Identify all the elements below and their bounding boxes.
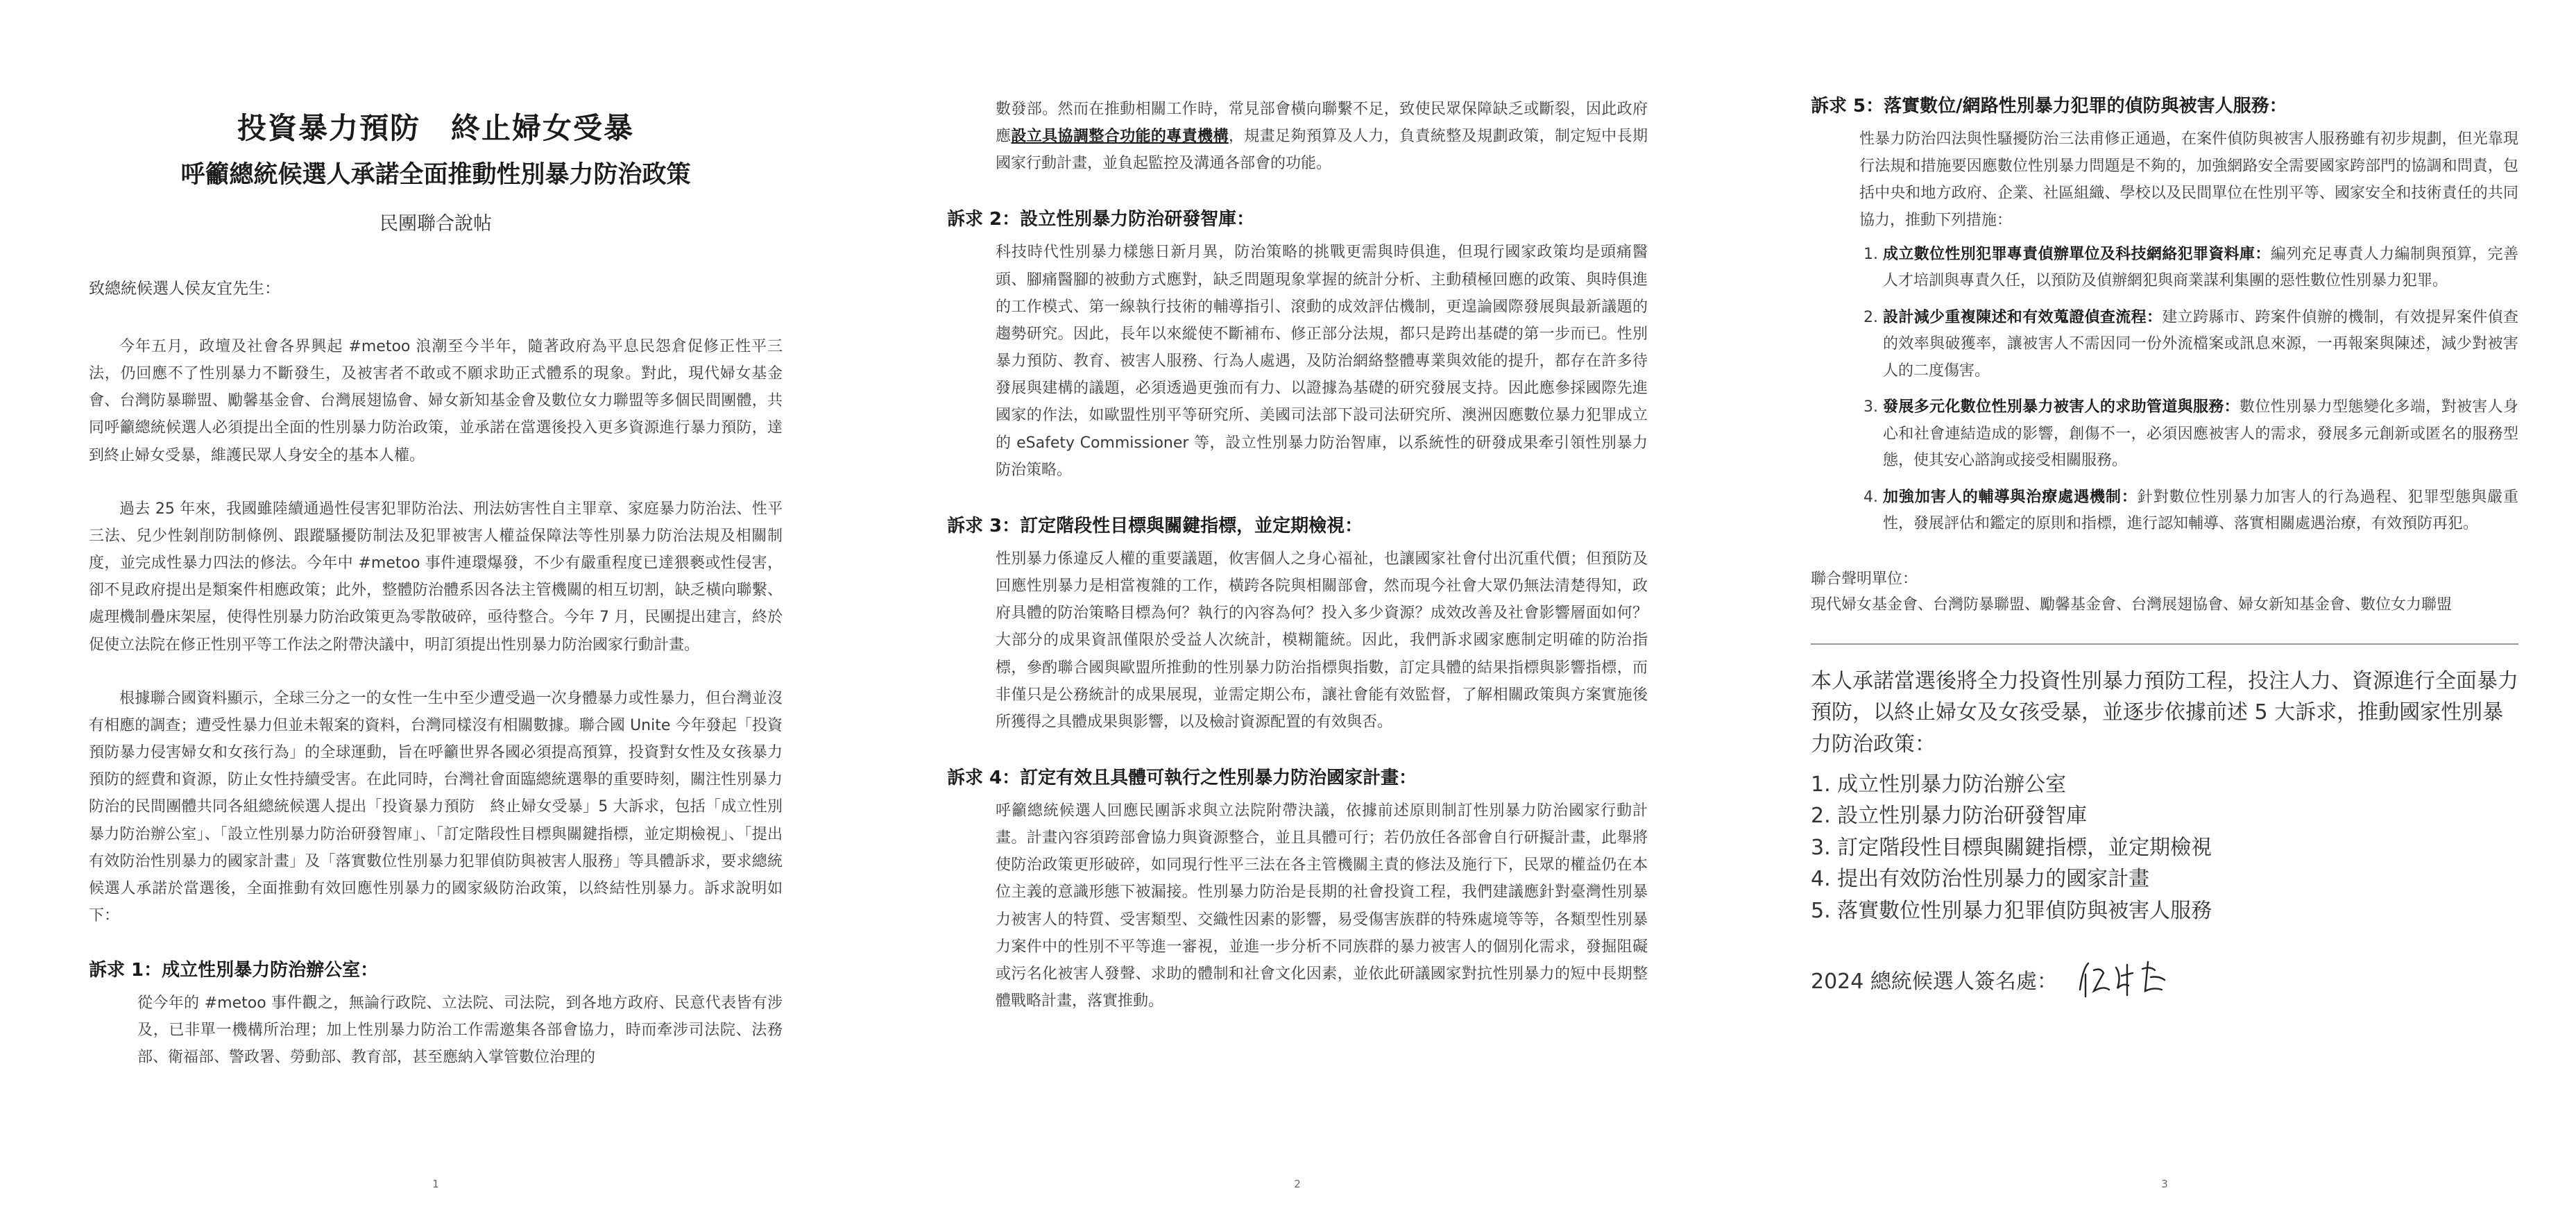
pledge-item: 5. 落實數位性別暴力犯罪偵防與被害人服務 [1811,898,2212,923]
demand-5-body: 性暴力防治四法與性騷擾防治三法甫修正通過，在案件偵防與被害人服務雖有初步規劃，但光靠現行法規和措施要因應數位性別暴力問題是不夠的，加強網路安全需要國家跨部門的協調和問責，包括中央和地方政府、企業、社區組織、學校以及民間單位在性別平等、國家安全和技術責任的共同協力，推動下列措施： [1859,130,2518,230]
measure-body: 建立跨縣市、跨案件偵辦的機制，有效提昇案件偵查的效率與破獲率，讓被害人不需因同一份外流檔案或訊息來源，一再報案與陳述，減少對被害人的二度傷害。 [1883,308,2518,380]
intro-paragraph-1: 今年五月，政壇及社會各界興起 #metoo 浪潮至今半年，隨著政府為平息民怨倉促修正性平三法，仍回應不了性別暴力不斷發生，及被害者不敢或不願求助正式體系的現象。對此，現代婦女基金會、台灣防暴聯盟、勵馨基金會、台灣展翅協會、婦女新知基金會及數位女力聯盟等多個民間團體，共同呼籲總統候選人必須提出全面的性別暴力防治政策，並承諾在當選後投入更多資源進行暴力預防，達到終止婦女受暴，維護民眾人身安全的基本人權。 [89,338,783,464]
demand-4-heading: 訴求 4：訂定有效且具體可執行之性別暴力防治國家計畫： [947,767,1417,788]
page-number: 3 [2161,1178,2168,1190]
page-number: 2 [1294,1178,1301,1190]
intro-paragraph-3: 根據聯合國資料顯示，全球三分之一的女性一生中至少遭受過一次身體暴力或性暴力，但台灣並沒有相應的調查；遭受性暴力但並未報案的資料，台灣同樣沒有相關數據。聯合國 Unite 今年發起「投資預防暴力侵害婦女和女孩行為」的全球運動，旨在呼籲世界各國必須提高預算，投資對女性及女孩暴力預防的經費和資源，防止女性持續受害。在此同時，台灣社會面臨總統選舉的重要時刻，關注性別暴力防治的民間團體共同各組總統候選人提出「投資暴力預防 終止婦女受暴」5 大訴求，包括「成立性別暴力防治辦公室」、「設立性別暴力防治研發智庫」、「訂定階段性目標與關鍵指標，並定期檢視」、「提出有效防治性別暴力的國家計畫」及「落實數位性別暴力犯罪偵防與被害人服務」等具體訴求，要求總統候選人承諾於當選後，全面推動有效回應性別暴力的國家級防治政策，以終結性別暴力。訴求說明如下： [89,689,783,924]
measure-body: 針對數位性別暴力加害人的行為過程、犯罪型態與嚴重性，發展評估和鑑定的原則和指標，進行認知輔導、落實相關處遇治療，有效預防再犯。 [1883,488,2518,533]
document-page-3 [1811,76,2518,1190]
measure-body: 編列充足專責人力編制與預算，完善人才培訓與專責久任，以預防及偵辦網犯與商業謀利集團的惡性數位性別暴力犯罪。 [1883,245,2518,290]
document-subtitle: 呼籲總統候選人承諾全面推動性別暴力防治政策 [180,161,691,189]
pledge-item: 2. 設立性別暴力防治研發智庫 [1811,804,2088,829]
document-title: 投資暴力預防 終止婦女受暴 [237,111,634,145]
demand-3-body: 性別暴力係違反人權的重要議題，攸害個人之身心福祉，也讓國家社會付出沉重代價；但預防及回應性別暴力是相當複雜的工作，橫跨各院與相關部會，然而現今社會大眾仍無法清楚得知，政府具體的防治策略目標為何？執行的內容為何？投入多少資源？成效改善及社會影響層面如何？大部分的成果資訊僅限於受益人次統計，模糊籠統。因此，我們訴求國家應制定明確的防治指標，參酌聯合國與歐盟所推動的性別暴力防治指標與指數，訂定具體的結果指標與影響指標，而非僅只是公務統計的成果展現，並需定期公布，讓社會能有效監督，了解相關政策與方案實施後所獲得之具體成果與影響，以及檢討資源配置的有效與否。 [996,550,1648,731]
demand-5-heading: 訴求 5：落實數位/網路性別暴力犯罪的偵防與被害人服務： [1811,96,2287,117]
measure-item [1883,484,2518,538]
demand-4-body: 呼籲總統候選人回應民團訴求與立法院附帶決議，依據前述原則制訂性別暴力防治國家行動計畫。計畫內容須跨部會協力與資源整合，並且具體可行；若仍放任各部會自行研擬計畫，此舉將使防治政策更形破碎，如同現行性平三法在各主管機關主責的修法及施行下，民眾的權益仍在本位主義的意識形態下被漏接。性別暴力防治是長期的社會投資工程，我們建議應針對臺灣性別暴力被害人的特質、受害類型、交織性因素的影響，易受傷害族群的特殊處境等等，各類型性別暴力案件中的性別不平等進一審視，並進一步分析不同族群的暴力被害人的個別化需求，發掘阻礙或污名化被害人發聲、求助的體制和社會文化因素，並依此研議國家對抗性別暴力的短中長期整體戰略計畫，落實推動。 [996,802,1648,1010]
signature-label: 2024 總統候選人簽名處： [1811,969,2058,994]
pledge-item: 1. 成立性別暴力防治辦公室 [1811,772,2067,797]
demand-5-measures [1859,242,2518,538]
document-org: 民團聯合說帖 [379,213,492,235]
measure-heading: 成立數位性別犯罪專責偵辦單位及科技網絡犯罪資料庫： [1883,245,2271,263]
pledge-item: 4. 提出有效防治性別暴力的國家計畫 [1811,867,2150,892]
document-page-2 [947,76,1648,1190]
demand-1-continued [996,96,1648,177]
measure-heading: 發展多元化數位性別暴力被害人的求助管道與服務： [1883,398,2240,416]
handwritten-signature [2073,955,2177,1004]
cosign-organizations: 現代婦女基金會、台灣防暴聯盟、勵馨基金會、台灣展翅協會、婦女新知基金會、數位女力聯盟 [1811,595,2453,614]
salutation: 致總統候選人侯友宜先生： [89,280,280,298]
measure-item [1883,305,2518,385]
cosign-label: 聯合聲明單位： [1811,570,1918,588]
pledge-item: 3. 訂定階段性目標與關鍵指標，並定期檢視 [1811,835,2212,860]
demand-2-heading: 訴求 2：設立性別暴力防治研發智庫： [947,209,1255,230]
measure-heading: 設計減少重複陳述和有效蒐證偵查流程： [1883,308,2163,326]
signature-row [1811,955,2518,1004]
demand-1-continued-tail: ，規畫足夠預算及人力，負責統整及規劃政策，制定短中長期國家行動計畫，並負起監控及溝通各部會的功能。 [996,128,1648,173]
section-divider [1811,643,2518,645]
demand-3-heading: 訴求 3：訂定階段性目標與關鍵指標，並定期檢視： [947,515,1363,536]
measure-heading: 加強加害人的輔導與治療處遇機制： [1883,488,2138,506]
demand-1-continued-text: 數發部。然而在推動相關工作時，常見部會橫向聯繫不足，致使民眾保障缺乏或斷裂，因此政府應 [996,101,1648,146]
demand-1-heading: 訴求 1：成立性別暴力防治辦公室： [89,960,379,981]
measure-item [1883,242,2518,295]
pledge-list [1811,769,2518,927]
demand-1-body: 從今年的 #metoo 事件觀之，無論行政院、立法院、司法院，到各地方政府、民意代表皆有涉及，已非單一機構所治理；加上性別暴力防治工作需邀集各部會協力，時而牽涉司法院、法務部、衛福部、警政署、勞動部、教育部，甚至應納入掌管數位治理的 [137,995,783,1067]
intro-paragraph-2: 過去 25 年來，我國雖陸續通過性侵害犯罪防治法、刑法妨害性自主罪章、家庭暴力防治法、性平三法、兒少性剝削防制條例、跟蹤騷擾防制法及犯罪被害人權益保障法等性別暴力防治法規及相關制度，並完成性暴力四法的修法。今年中 #metoo 事件連環爆發，不少有嚴重程度已達猥褻或性侵害，卻不見政府提出是類案件相應政策；此外，整體防治體系因各法主管機關的相互切割，缺乏橫向聯繫、處理機制疊床架屋，使得性別暴力防治政策更為零散破碎，亟待整合。今年 7 月，民團提出建言，終於促使立法院在修正性別平等工作法之附帶決議中，明訂須提出性別暴力防治國家行動計畫。 [89,500,783,654]
document-page-1 [89,76,783,1190]
demand-2-body: 科技時代性別暴力樣態日新月異，防治策略的挑戰更需與時俱進，但現行國家政策均是頭痛醫頭、腳痛醫腳的被動方式應對，缺乏問題現象掌握的統計分析、主動積極回應的政策、與時俱進的工作模式、第一線執行技術的輔導指引、滾動的成效評估機制，更遑論國際發展與最新議題的趨勢研究。因此，長年以來縱使不斷補布、修正部分法規，都只是跨出基礎的第一步而已。性別暴力預防、教育、被害人服務、行為人處遇，及防治網絡整體專業與效能的提升，都存在許多待發展與建構的議題，必須透過更強而有力、以證據為基礎的研究發展支持。因此應參採國際先進國家的作法，如歐盟性別平等研究所、美國司法部下設司法研究所、澳洲因應數位暴力犯罪成立的 eSafety Commissioner 等，設立性別暴力防治智庫，以系統性的研發成果牽引領性別暴力防治策略。 [996,244,1648,479]
candidate-pledge: 本人承諾當選後將全力投資性別暴力預防工程，投注人力、資源進行全面暴力預防，以終止婦女及女孩受暴，並逐步依據前述 5 大訴求，推動國家性別暴力防治政策： [1811,668,2518,756]
measure-item [1883,394,2518,475]
demand-1-key-phrase: 設立具協調整合功能的專責機構 [1011,128,1229,146]
measure-body: 數位性別暴力型態變化多端，對被害人身心和社會連結造成的影響，創傷不一，必須因應被害人的需求，發展多元創新或匿名的服務型態，使其安心諮詢或接受相關服務。 [1883,398,2518,470]
page-number: 1 [432,1178,439,1190]
